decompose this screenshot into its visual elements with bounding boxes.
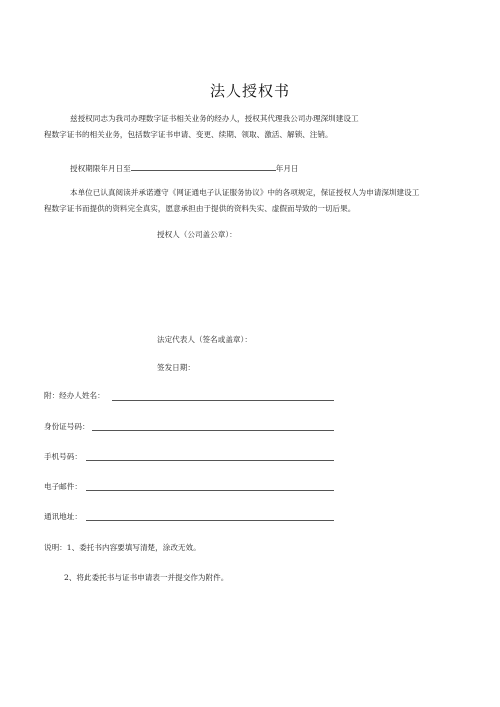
note-1: 说明：1、委托书内容要填写清楚，涂改无效。 [44, 543, 201, 552]
authorization-paragraph-line1: 兹授权同志为我司办理数字证书相关业务的经办人，授权其代理我公司办理深圳建设工 [70, 114, 359, 123]
period-prefix: 授权期限年月日至 [70, 164, 131, 173]
address-label: 通讯地址： [44, 512, 82, 521]
email-field[interactable] [86, 490, 334, 491]
agent-name-field[interactable] [112, 400, 334, 401]
legal-representative-label: 法定代表人（签名或盖章）： [157, 335, 252, 344]
agent-name-label: 附：经办人姓名： [44, 391, 105, 400]
period-end-date-blank[interactable] [131, 161, 276, 171]
grantor-seal-label: 授权人（公司盖公章）： [157, 230, 237, 239]
note-2: 2、将此委托书与证书申请表一并提交作为附件。 [64, 573, 229, 582]
phone-field[interactable] [86, 460, 334, 461]
phone-label: 手机号码： [44, 452, 82, 461]
document-title: 法人授权书 [209, 82, 290, 100]
id-number-label: 身份证号码： [44, 422, 90, 431]
period-suffix: 年月日 [275, 164, 299, 173]
commitment-paragraph-line1: 本单位已认真阅读并承诺遵守《网证通电子认证服务协议》中的各项规定，保证授权人为申请深圳建设工 [70, 188, 420, 197]
id-number-field[interactable] [92, 430, 334, 431]
commitment-paragraph-line2: 程数字证书而提供的资料完全真实，愿意承担由于提供的资料失实、虚假而导致的一切后果。 [44, 204, 356, 213]
issue-date-label: 签发日期： [157, 363, 195, 372]
email-label: 电子邮件： [44, 482, 82, 491]
authorization-paragraph-line2: 程数字证书的相关业务，包括数字证书申请、变更、续期、领取、激活、解锁、注销。 [44, 130, 333, 139]
address-field[interactable] [86, 520, 334, 521]
authorization-period [70, 161, 299, 175]
